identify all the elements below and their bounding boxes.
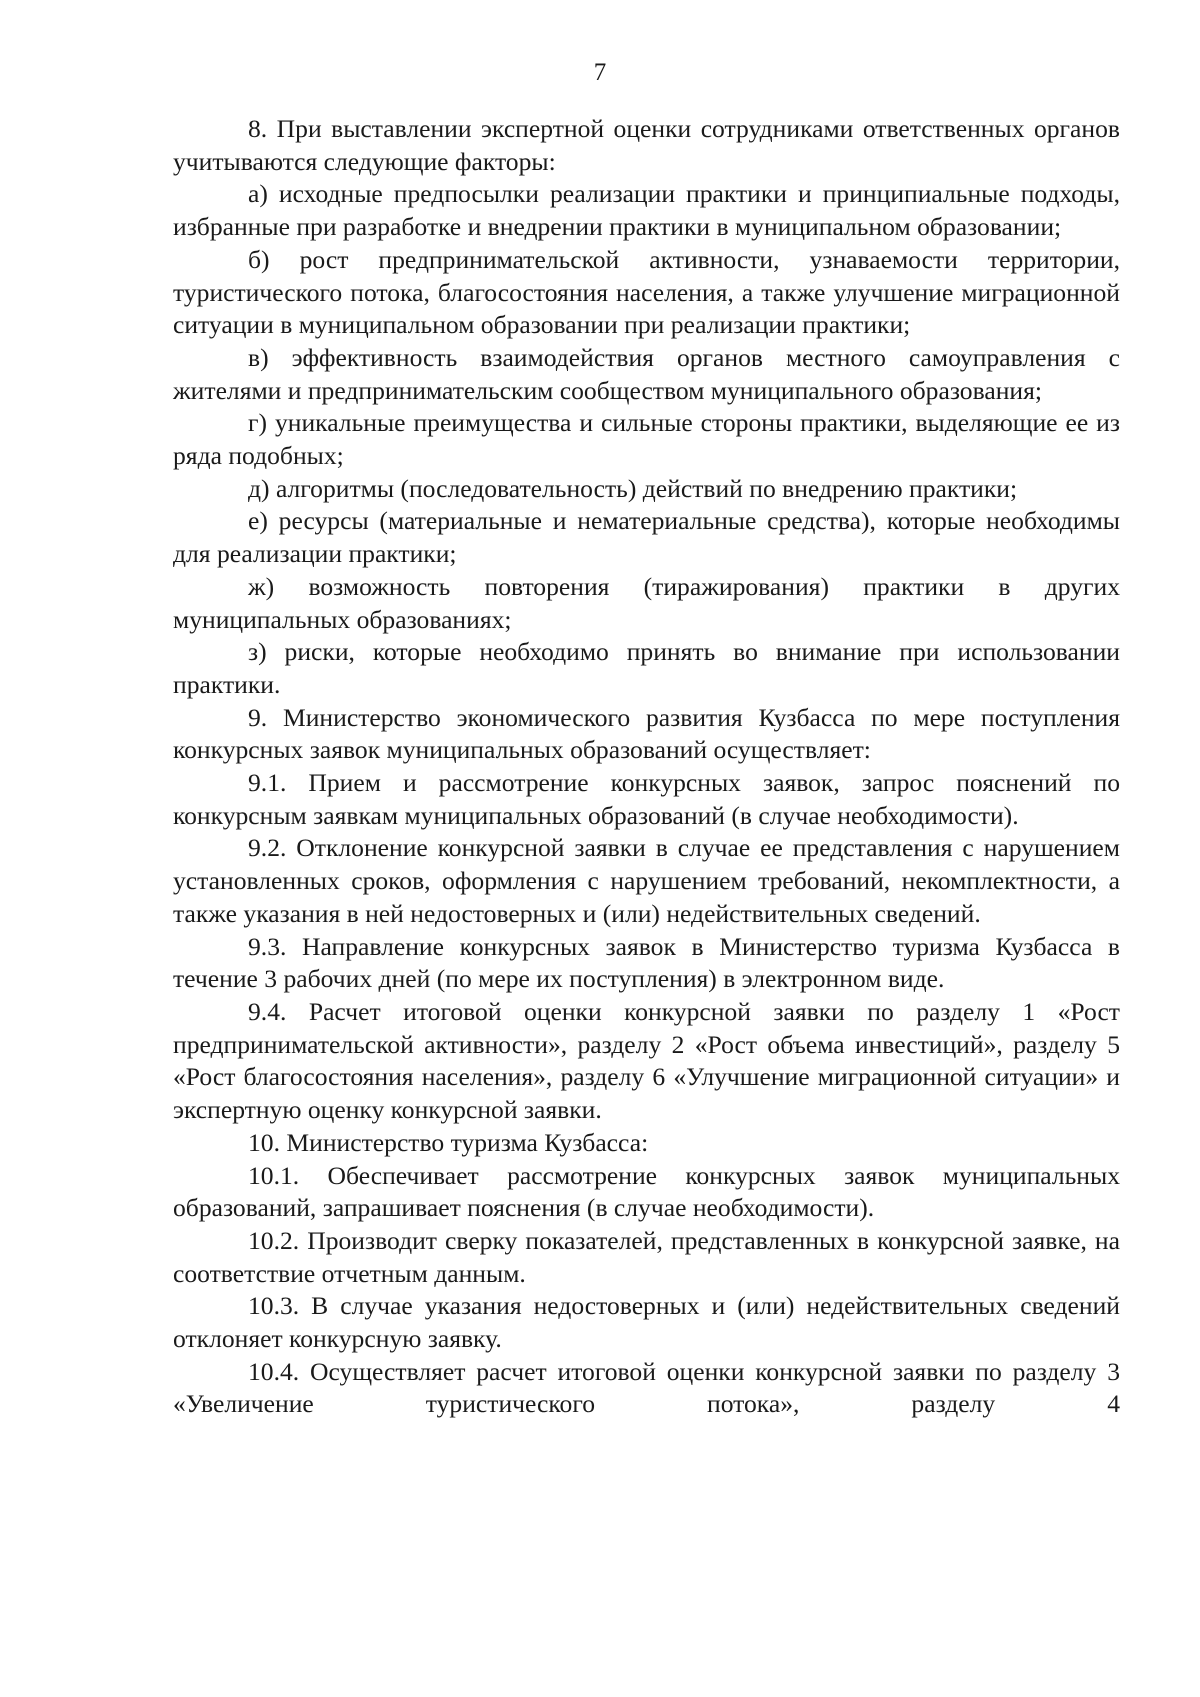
- paragraph-9: 9. Министерство экономического развития Кузбасса по мере поступления конкурсных заявок муниципальных образований осуществляет:: [173, 702, 1120, 765]
- paragraph-9-4: 9.4. Расчет итоговой оценки конкурсной заявки по разделу 1 «Рост предпринимательской активности», разделу 2 «Рост объема инвестиций», разделу 5 «Рост благосостояния населения», разделу 6 «Улучшение миграционной ситуации» и экспертную оценку конкурсной заявки.: [173, 996, 1120, 1125]
- paragraph-8zh: ж) возможность повторения (тиражирования) практики в других муниципальных образованиях;: [173, 571, 1120, 634]
- paragraph-8a: а) исходные предпосылки реализации практики и принципиальные подходы, избранные при разработке и внедрении практики в муниципальном образовании;: [173, 179, 1120, 242]
- paragraph-10-3: 10.3. В случае указания недостоверных и (или) недействительных сведений отклоняет конкурсную заявку.: [173, 1291, 1120, 1354]
- paragraph-9-3: 9.3. Направление конкурсных заявок в Министерство туризма Кузбасса в течение 3 рабочих дней (по мере их поступления) в электронном виде.: [173, 931, 1120, 994]
- paragraph-8z: з) риски, которые необходимо принять во внимание при использовании практики.: [173, 637, 1120, 699]
- page-number: 7: [593, 59, 607, 86]
- paragraph-10-4: 10.4. Осуществляет расчет итоговой оценки конкурсной заявки по разделу 3 «Увеличение туристического потока», разделу 4: [173, 1356, 1120, 1419]
- paragraph-8b: б) рост предпринимательской активности, узнаваемости территории, туристического потока, благосостояния населения, а также улучшение миграционной ситуации в муниципальном образовании при реализации практики;: [173, 244, 1120, 340]
- paragraph-10: 10. Министерство туризма Кузбасса:: [248, 1127, 649, 1157]
- paragraph-8g: г) уникальные преимущества и сильные стороны практики, выделяющие ее из ряда подобных;: [173, 408, 1120, 471]
- paragraph-10-1: 10.1. Обеспечивает рассмотрение конкурсных заявок муниципальных образований, запрашивает пояснения (в случае необходимости).: [173, 1160, 1120, 1223]
- paragraph-8e: е) ресурсы (материальные и нематериальные средства), которые необходимы для реализации практики;: [173, 506, 1120, 569]
- document-body: [173, 113, 1120, 1421]
- paragraph-8: 8. При выставлении экспертной оценки сотрудниками ответственных органов учитываются следующие факторы:: [173, 114, 1120, 176]
- paragraph-8d: д) алгоритмы (последовательность) действий по внедрению практики;: [248, 473, 1018, 503]
- paragraph-10-2: 10.2. Производит сверку показателей, представленных в конкурсной заявке, на соответствие отчетным данным.: [173, 1225, 1120, 1288]
- paragraph-9-1: 9.1. Прием и рассмотрение конкурсных заявок, запрос пояснений по конкурсным заявкам муниципальных образований (в случае необходимости).: [173, 768, 1120, 830]
- paragraph-9-2: 9.2. Отклонение конкурсной заявки в случае ее представления с нарушением установленных сроков, оформления с нарушением требований, некомплектности, а также указания в ней недостоверных и (или) недействительных сведений.: [173, 833, 1120, 928]
- paragraph-8v: в) эффективность взаимодействия органов местного самоуправления с жителями и предпринимательским сообществом муниципального образования;: [173, 342, 1120, 405]
